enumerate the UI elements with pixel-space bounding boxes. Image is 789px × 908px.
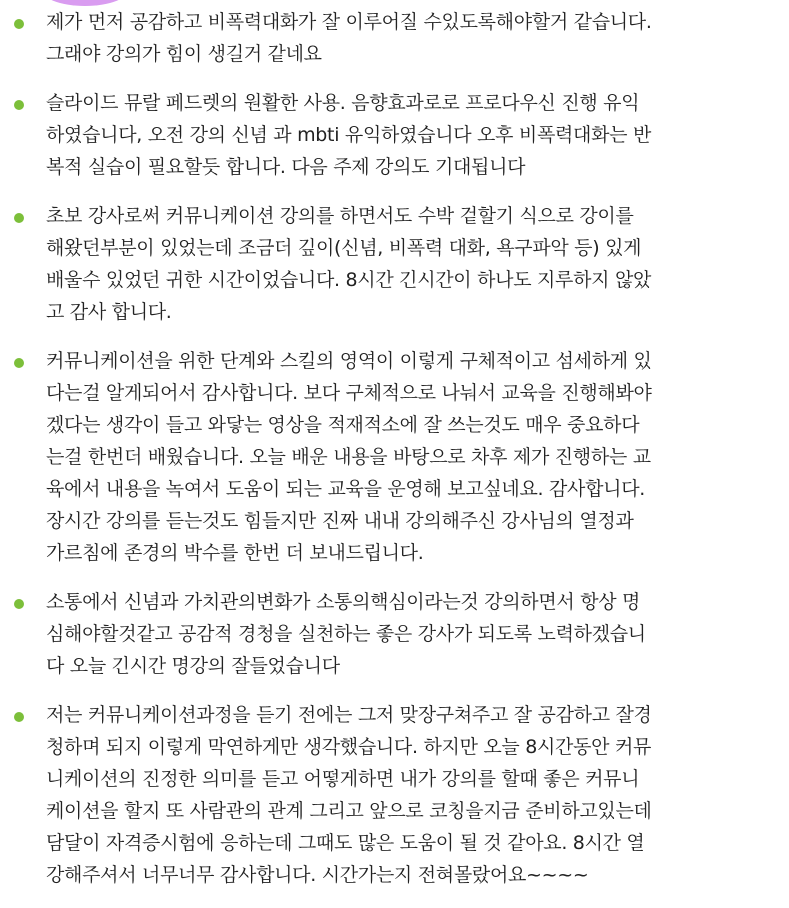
comment-line: 하였습니다, 오전 강의 신념 과 mbti 유익하였습니다 오후 비폭력대화는 반	[46, 124, 652, 146]
comment-item	[0, 586, 789, 682]
comment-line: 는걸 한번더 배웠습니다. 오늘 배운 내용을 바탕으로 차후 제가 진행하는 교	[46, 446, 651, 468]
comment-line: 제가 먼저 공감하고 비폭력대화가 잘 이루어질 수있도록해야할거 같습니다.	[46, 11, 652, 33]
comment-line: 다는걸 알게되어서 감사합니다. 보다 구체적으로 나눠서 교육을 진행해봐야	[46, 382, 652, 404]
bullet-icon	[14, 599, 24, 609]
comment-line: 해왔던부분이 있었는데 조금더 깊이(신념, 비폭력 대화, 욕구파악 등) 있게	[46, 237, 642, 259]
comment-line: 니케이션의 진정한 의미를 듣고 어떻게하면 내가 강의를 할때 좋은 커뮤니	[46, 768, 640, 790]
comment-line: 커뮤니케이션을 위한 단계와 스킬의 영역이 이렇게 구체적이고 섬세하게 있	[46, 350, 652, 372]
comment-line: 강해주셔서 너무너무 감사합니다. 시간가는지 전혀몰랐어요~~~~	[46, 864, 589, 886]
comment-line: 그래야 강의가 힘이 생길거 같네요	[46, 43, 322, 65]
bullet-icon	[14, 213, 24, 223]
comment-line: 슬라이드 뮤랄 페드렛의 원활한 사용. 음향효과로로 프로다우신 진행 유익	[46, 92, 640, 114]
comment-item	[0, 87, 789, 183]
bullet-icon	[14, 712, 24, 722]
comment-line: 심해야할것같고 공감적 경청을 실천하는 좋은 강사가 되도록 노력하겠습니	[46, 623, 646, 645]
comment-item	[0, 200, 789, 328]
comment-item	[0, 699, 789, 891]
comment-line: 고 감사 합니다.	[46, 301, 172, 323]
comment-line: 케이션을 할지 또 사람관의 관계 그리고 앞으로 코칭을지금 준비하고있는데	[46, 800, 652, 822]
bullet-icon	[14, 358, 24, 368]
comment-line: 청하며 되지 이렇게 막연하게만 생각했습니다. 하지만 오늘 8시간동안 커뮤	[46, 736, 652, 758]
comment-line: 담달이 자격증시험에 응하는데 그때도 많은 도움이 될 것 같아요. 8시간 열	[46, 832, 645, 854]
bullet-icon	[14, 100, 24, 110]
comment-line: 복적 실습이 필요할듯 합니다. 다음 주제 강의도 기대됩니다	[46, 156, 526, 178]
comment-line: 겠다는 생각이 들고 와닿는 영상을 적재적소에 잘 쓰는것도 매우 중요하다	[46, 414, 640, 436]
comment-line: 소통에서 신념과 가치관의변화가 소통의핵심이라는것 강의하면서 항상 명	[46, 591, 641, 613]
comment-line: 육에서 내용을 녹여서 도움이 되는 교육을 운영해 보고싶네요. 감사합니다.	[46, 478, 646, 500]
comment-line: 초보 강사로써 커뮤니케이션 강의를 하면서도 수박 겉할기 식으로 강이를	[46, 205, 634, 227]
comment-item	[0, 345, 789, 569]
comment-line: 장시간 강의를 듣는것도 힘들지만 진짜 내내 강의해주신 강사님의 열정과	[46, 510, 634, 532]
comment-line: 배울수 있었던 귀한 시간이었습니다. 8시간 긴시간이 하나도 지루하지 않았	[46, 269, 652, 291]
comment-item	[0, 6, 789, 70]
bullet-icon	[14, 19, 24, 29]
comment-line: 저는 커뮤니케이션과정을 듣기 전에는 그저 맞장구쳐주고 잘 공감하고 잘경	[46, 704, 652, 726]
comment-line: 다 오늘 긴시간 명강의 잘들었습니다	[46, 655, 340, 677]
comment-list	[0, 6, 789, 908]
comment-line: 가르침에 존경의 박수를 한번 더 보내드립니다.	[46, 542, 424, 564]
